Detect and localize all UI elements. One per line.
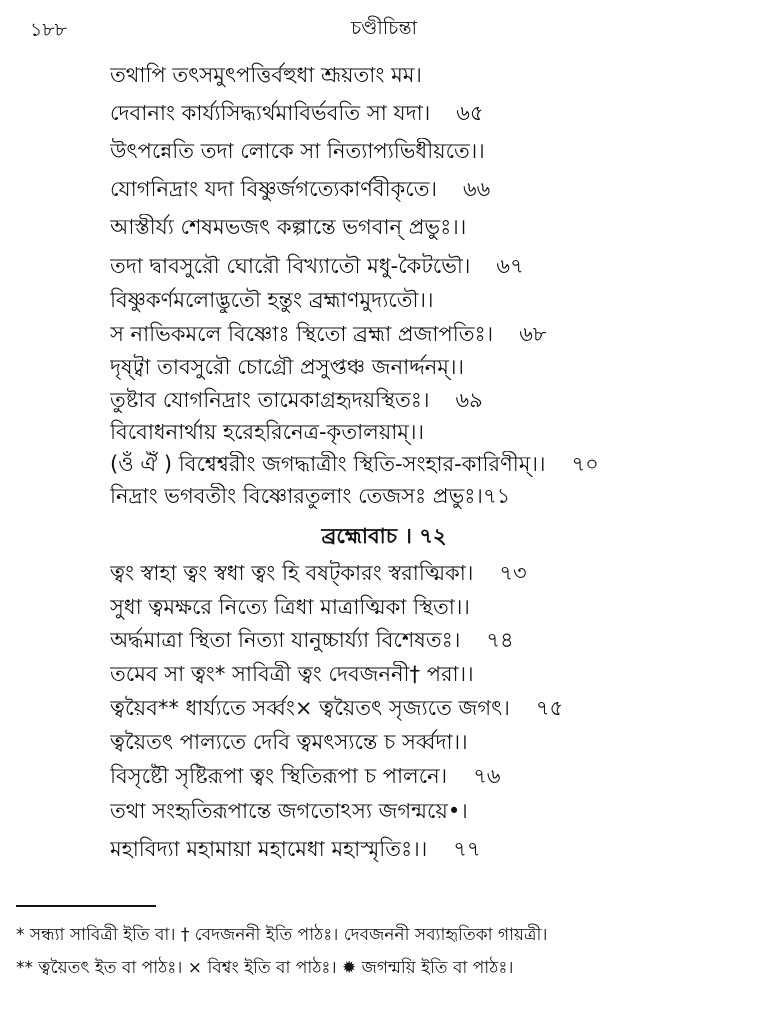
- hymn-line: ত্বং স্বাহা ত্বং স্বধা ত্বং হি বষট্কারং স্বরাত্মিকা। ৭৩: [110, 561, 527, 585]
- section-heading: ব্রহ্মোবাচ । ৭২: [321, 524, 447, 548]
- hymn-line: ত্বয়ৈতৎ পাল্যতে দেবি ত্বমৎস্যন্তে চ সর্ব্বদা।।: [110, 730, 468, 754]
- footnote: ** ত্বয়ৈতৎ ইত বা পাঠঃ। × বিশ্বং ইতি বা পাঠঃ। ✹ জগন্ময়ি ইতি বা পাঠঃ।: [16, 958, 514, 978]
- verse-line: উৎপন্নেতি তদা লোকে সা নিত্যাপ্যভিধীয়তে।।: [110, 139, 485, 163]
- footnote-rule: [16, 905, 156, 907]
- footnote: * সন্ধ্যা সাবিত্রী ইতি বা। † বেদজননী ইতি পাঠঃ। দেবজননী সব্যাহৃতিকা গায়ত্রী।: [16, 925, 548, 945]
- hymn-line: অর্দ্ধমাত্রা স্থিতা নিত্যা যানুচ্চার্য্যা বিশেষতঃ। ৭৪: [110, 628, 514, 652]
- hymn-line: সুধা ত্বমক্ষরে নিত্যে ত্রিধা মাত্রাত্মিকা স্থিতা।।: [110, 595, 470, 619]
- hymn-line: তথা সংহৃতিরূপান্তে জগতোঽস্য জগন্ময়ে•।: [110, 799, 468, 823]
- verse-line: আস্তীর্য্য শেষমভজৎ কল্পান্তে ভগবান্ প্রভুঃ।।: [110, 215, 467, 239]
- hymn-line: বিসৃষ্টৌ সৃষ্টিরূপা ত্বং স্থিতিরূপা চ পালনে। ৭৬: [110, 764, 501, 788]
- verse-line: যোগনিদ্রাং যদা বিষ্ণুর্জগত্যেকার্ণবীকৃতে। ৬৬: [110, 177, 491, 201]
- verse-line: দেবানাং কার্য্যসিদ্ধ্যর্থমাবির্ভবতি সা যদা। ৬৫: [110, 101, 484, 125]
- hymn-line: তমেব সা ত্বং* সাবিত্রী ত্বং দেবজননী† পরা।।: [110, 662, 474, 686]
- verse-line: তদা দ্বাবসুরৌ ঘোরৌ বিখ্যাতৌ মধু-কৈটভৌ। ৬৭: [110, 254, 524, 278]
- verse-line: বিষ্ণুকর্ণমলোদ্ভুতৌ হন্তুং ব্রহ্মাণমুদ্যতৌ।।: [110, 288, 434, 312]
- verse-line: স নাভিকমলে বিষ্ণোঃ স্থিতো ব্রহ্মা প্রজাপতিঃ। ৬৮: [110, 322, 547, 346]
- verse-line: দৃষ্ট্বা তাবসুরৌ চোগ্রৌ প্রসুপ্তঞ্চ জনার্দ্দনম্।।: [110, 355, 464, 379]
- verse-line: নিদ্রাং ভগবতীং বিষ্ণোরতুলাং তেজসঃ প্রভুঃ।৭১: [110, 484, 511, 508]
- page-number: ১৮৮: [30, 19, 67, 41]
- verse-line: বিবোধনার্থায় হরেহরিনেত্র-কৃতালয়াম্।।: [110, 420, 424, 444]
- verse-line: তথাপি তৎসমুৎপত্তির্বহুধা শ্রূয়তাং মম।: [110, 63, 422, 87]
- verse-line: (ওঁ ঐঁ ) বিশ্বেশ্বরীং জগদ্ধাত্রীং স্থিতি-সংহার-কারিণীম্।। ৭০: [110, 452, 599, 476]
- hymn-line: ত্বয়ৈব** ধার্য্যতে সর্ব্বং× ত্বয়ৈতৎ সৃজ্যতে জগৎ। ৭৫: [110, 696, 564, 720]
- verse-line: তুষ্টাব যোগনিদ্রাং তামেকাগ্রহৃদয়স্থিতঃ। ৬৯: [110, 388, 483, 412]
- running-title: চণ্ডীচিন্তা: [350, 17, 418, 39]
- hymn-line: মহাবিদ্যা মহামায়া মহামেধা মহাস্মৃতিঃ।। ৭৭: [110, 837, 481, 861]
